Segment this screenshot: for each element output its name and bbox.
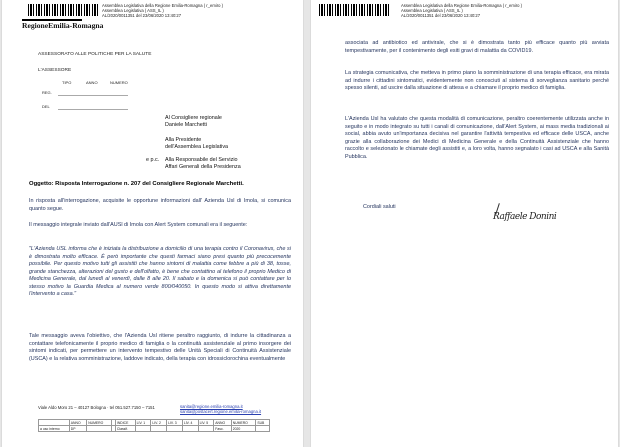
- grid-header-cell: LIV. 5: [198, 420, 214, 426]
- protocol-header-line: Assemblea Legislativa ( ASS_IL ): [401, 8, 463, 13]
- grid-header-cell: ANNO: [214, 420, 231, 426]
- del-label: DEL: [42, 104, 50, 109]
- grid-cell: [182, 426, 198, 432]
- reg-tipo-label: TIPO: [62, 80, 72, 85]
- grid-header-cell: INDICE: [115, 420, 135, 426]
- epc-label: e p.c.: [146, 157, 160, 163]
- body-paragraph: Tale messaggio aveva l'obiettivo, che l'Azienda Usl ritiene peraltro raggiunto, di indurre la cittadinanza a contattare telefonicamente il proprio medico di famiglia o la continuità assistenziale al primo insorgere dei sintomi indicati, per permettere un intervento tempestivo delle Unità Speciali di Continuità Assistenziale (USCA) e la relativa somministrazione, laddove indicato, della terapia con idrossiclorochina eventualmente: [29, 333, 291, 362]
- letter-page-1: [2, 0, 303, 447]
- reg-numero-label: NUMERO: [110, 80, 128, 85]
- barcode-stamp: [319, 4, 389, 16]
- grid-cell: 2020: [231, 426, 256, 432]
- reg-field-line: [58, 95, 128, 96]
- grid-header-cell: LIV. 4: [182, 420, 198, 426]
- addressee-line: Alla Presidente: [165, 137, 202, 143]
- closing-greeting: Cordiali saluti: [363, 204, 396, 210]
- body-paragraph: L'Azienda Usl ha valutato che questa modalità di comunicazione, peraltro coerentemente utilizzata anche in seguito e in modo integrato su tutti i canali di comunicazione, dall'Alert System, ai mass media tradizionali ai social, abbia avuto un'importanza decisiva nel garantire l'attività tempestiva ed efficace delle USCA, anche grazie alla collaborazione dei Medici di Medicina Generale e della Continuità Assistenziale che hanno raccolto e selezionato le chiamate degli assistiti e, a loro volta, hanno segnalato i casi ad USCA e alla Sanità Pubblica.: [345, 116, 609, 160]
- addressee-line: Al Consigliere regionale: [165, 115, 222, 121]
- addressee-line: dell'Assemblea Legislativa: [165, 144, 229, 150]
- footer-address: Viale Aldo Moro 21 – 40127 Bologna · tel 051.527.7150 – 7151: [38, 405, 155, 410]
- grid-cell: [87, 426, 112, 432]
- grid-cell: a uso interno: [39, 426, 70, 432]
- grid-header-cell: LIV. 2: [151, 420, 167, 426]
- body-paragraph: La strategia comunicativa, che metteva in primo piano la somministrazione di una terapia efficace, era mirata ad indurre i cittadini sintomatici, evidentemente non conosciuti al sistema di sorveglianza sanitario perché spesso silenti, ad uscire dalla situazione di attesa e a chiamare il proprio medico di famiglia.: [345, 70, 609, 92]
- del-field-line: [58, 109, 128, 110]
- grid-cell: [198, 426, 214, 432]
- barcode-stamp: [28, 4, 98, 16]
- body-paragraph: In risposta all'interrogazione, acquisite le opportune informazioni dall' Azienda Usl di Imola, si comunica quanto segue.: [29, 198, 291, 212]
- region-logo: RegioneEmilia-Romagna: [22, 21, 104, 30]
- grid-cell: Fasc.: [214, 426, 231, 432]
- assessore-label: L'ASSESSORE: [38, 68, 72, 73]
- alert-message-quote: "L'Azienda USL informa che è iniziata la distribuzione a domicilio di una terapia contro il Coronavirus, che si è dimostrata molto efficace. È però importante che questi farmaci siano presi quanto più precocemente possibile. Per questo motivo tutti gli assistiti che hanno sintomi di malattia come febbre a più di 38, tosse, grande stanchezza, alterazioni del gusto e dell'olfatto, è bene che contattino al telefono il proprio Medico di Medicina Generale, dal lunedì al venerdì, dalle 8 alle 20. Il sabato e la domenica si può contattare per lo stesso motivo la Guardia Medica al numero verde 800/040050. In questo modo si attiva direttamente l'intervento a casa.": [29, 246, 291, 298]
- grid-header-cell: NUMERO: [87, 420, 112, 426]
- grid-header-cell: LIV. 3: [167, 420, 183, 426]
- letter-page-2: [311, 0, 618, 447]
- grid-cell: [167, 426, 183, 432]
- protocol-classification-grid: [38, 419, 270, 432]
- protocol-header-line: AL/2020/0011351 del 23/06/2020 13:40:27: [401, 13, 481, 18]
- epc-line: Alla Responsabile del Servizio: [165, 157, 238, 163]
- assessorato-title: ASSESSORATO ALLE POLITICHE PER LA SALUTE: [38, 52, 152, 57]
- body-paragraph: Il messaggio integrale inviato dall'AUSl di Imola con Alert System comunali era il seguente:: [29, 222, 248, 228]
- handwritten-signature: Raffaele Donini: [493, 212, 557, 222]
- grid-cell: [135, 426, 151, 432]
- addressee-line: Daniele Marchetti: [165, 122, 207, 128]
- protocol-header-line: Assemblea Legislativa della Regione Emilia-Romagna ( r_emiro ): [102, 3, 224, 8]
- body-paragraph: associata ad antibiotico ed antivirale, che si è dimostrata tanto più efficace quanto più avviata tempestivamente, per il contenimento degli esiti gravi di malattia da COVID19.: [345, 40, 609, 54]
- footer-pec-link[interactable]: sanita@postacert.regione.emilia-romagna.it: [180, 409, 262, 414]
- footer-email-link[interactable]: sanita@regione.emilia-romagna.it: [180, 404, 243, 409]
- grid-header-cell: ANNO: [69, 420, 86, 426]
- protocol-header-line: Assemblea Legislativa della Regione Emilia-Romagna ( r_emiro ): [401, 3, 523, 8]
- grid-header-cell: LIV. 1: [135, 420, 151, 426]
- protocol-header-line: AL/2020/0011351 del 23/06/2020 13:40:27: [102, 13, 182, 18]
- grid-header-cell: NUMERO: [231, 420, 256, 426]
- grid-cell: [256, 426, 270, 432]
- subject-line: Oggetto: Risposta Interrogazione n. 207 del Consigliere Regionale Marchetti.: [29, 181, 244, 187]
- grid-cell: DP: [69, 426, 86, 432]
- protocol-header-line: Assemblea Legislativa ( ASS_IL ): [102, 8, 164, 13]
- reg-anno-label: ANNO: [86, 80, 98, 85]
- grid-cell: [151, 426, 167, 432]
- epc-line: Affari Generali della Presidenza: [165, 164, 241, 170]
- grid-cell: Classif.: [115, 426, 135, 432]
- grid-header-cell: SUB: [256, 420, 270, 426]
- reg-label: REG.: [42, 90, 52, 95]
